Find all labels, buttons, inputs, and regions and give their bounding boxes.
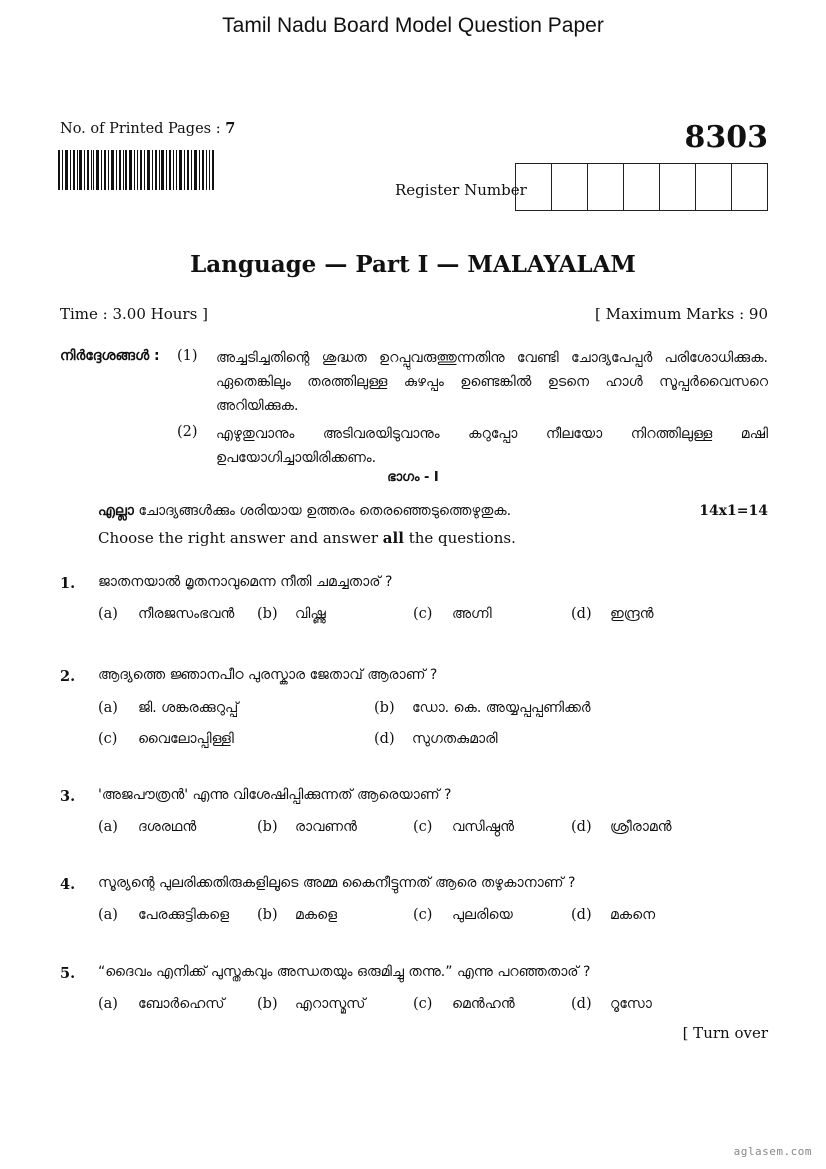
option-label: (a)	[98, 907, 118, 923]
section-instruction-ml	[98, 503, 511, 519]
question-text: 'അജപൗത്രൻ' എന്നു വിശേഷിപ്പിക്കുന്നത് ആരെയാണ് ?	[98, 787, 452, 803]
question-number: 2.	[60, 668, 76, 685]
printed-pages	[60, 120, 235, 137]
option-label: (b)	[257, 996, 278, 1012]
question-text: ജാതനയാൽ മൃതനാവുമെന്ന നീതി ചമച്ചതാര് ?	[98, 574, 393, 590]
option-text: പുലരിയെ	[452, 907, 513, 923]
option-text: സുഗതകുമാരി	[412, 731, 498, 747]
option-text: എറാസ്മസ്	[295, 996, 366, 1012]
option-text: വസിഷ്ഠൻ	[452, 819, 515, 835]
option-label: (d)	[571, 907, 592, 923]
section-instruction-en-pre: Choose the right answer and answer	[98, 529, 383, 547]
option-text: ശ്രീരാമൻ	[610, 819, 672, 835]
section-instruction-ml-bold: എല്ലാ	[98, 503, 134, 519]
option-text: ഡോ. കെ. അയ്യപ്പപ്പണിക്കർ	[412, 700, 591, 716]
option-text: മെൻഹൻ	[452, 996, 515, 1012]
option-label: (c)	[413, 996, 433, 1012]
section-title: ഭാഗം - I	[387, 470, 439, 485]
option-label: (d)	[571, 819, 592, 835]
paper-code: 8303	[684, 120, 768, 155]
question-number: 5.	[60, 965, 76, 982]
section-instruction-en	[98, 529, 516, 547]
option-text: മകനെ	[610, 907, 656, 923]
instructions-label: നിർദ്ദേശങ്ങൾ :	[60, 348, 160, 364]
site-watermark: aglasem.com	[733, 1145, 812, 1158]
question-number: 3.	[60, 788, 76, 805]
turn-over-note: [ Turn over	[682, 1024, 768, 1042]
option-text: പേരക്കുട്ടികളെ	[138, 907, 230, 923]
option-text: വിഷ്ണു	[295, 606, 326, 622]
max-marks: [ Maximum Marks : 90	[595, 305, 768, 323]
option-label: (d)	[374, 731, 395, 747]
option-label: (c)	[413, 606, 433, 622]
option-label: (a)	[98, 700, 118, 716]
printed-pages-label: No. of Printed Pages :	[60, 121, 221, 137]
option-text: നീരജസംഭവൻ	[138, 606, 235, 622]
option-text: ദശരഥൻ	[138, 819, 197, 835]
register-digit-box[interactable]	[516, 164, 552, 210]
option-label: (d)	[571, 996, 592, 1012]
section-score: 14x1=14	[699, 503, 768, 519]
instruction-number: (2)	[177, 424, 198, 440]
option-text: ബോർഹെസ്	[138, 996, 225, 1012]
instruction-text: എഴുതുവാനും അടിവരയിടുവാനും കറുപ്പോ നീലയോ നിറത്തിലുള്ള മഷി ഉപയോഗിച്ചായിരിക്കണം.	[216, 426, 768, 466]
option-label: (a)	[98, 819, 118, 835]
question-number: 4.	[60, 876, 76, 893]
option-label: (a)	[98, 996, 118, 1012]
printed-pages-value: 7	[225, 120, 236, 137]
instruction-number: (1)	[177, 348, 198, 364]
option-text: അഗ്നി	[452, 606, 492, 622]
option-text: മകളെ	[295, 907, 338, 923]
page-banner: Tamil Nadu Board Model Question Paper	[222, 14, 604, 37]
option-label: (b)	[257, 606, 278, 622]
option-label: (c)	[98, 731, 118, 747]
barcode-image	[58, 150, 214, 190]
section-instruction-en-bold: all	[382, 529, 404, 547]
option-label: (c)	[413, 907, 433, 923]
section-instruction-ml-rest: ചോദ്യങ്ങൾക്കും ശരിയായ ഉത്തരം തെരഞ്ഞെടുത്തെഴുതുക.	[133, 503, 512, 519]
question-text: സൂര്യന്റെ പുലരിക്കതിരുകളിലൂടെ അമ്മ കൈനീട്ടുന്നത് ആരെ തഴുകാനാണ് ?	[98, 875, 576, 891]
register-digit-box[interactable]	[552, 164, 588, 210]
option-label: (b)	[257, 819, 278, 835]
section-instruction-en-post: the questions.	[403, 529, 516, 547]
register-digit-box[interactable]	[732, 164, 767, 210]
option-label: (c)	[413, 819, 433, 835]
option-label: (d)	[571, 606, 592, 622]
option-label: (b)	[374, 700, 395, 716]
option-text: റൂസോ	[610, 996, 652, 1012]
subject-title: Language — Part I — MALAYALAM	[190, 251, 636, 278]
option-label: (b)	[257, 907, 278, 923]
instruction-text: അച്ചടിച്ചതിന്റെ ശുദ്ധത ഉറപ്പുവരുത്തുന്നതിനു വേണ്ടി ചോദ്യപേപ്പർ പരിശോധിക്കുക. ഏതെങ്കിലും തരത്തിലുള്ള കുഴപ്പം ഉണ്ടെങ്കിൽ ഉടനെ ഹാൾ സൂപ്പർവൈസറെ അറിയിക്കുക.	[216, 350, 768, 414]
register-number-boxes[interactable]	[515, 163, 768, 211]
register-number-label: Register Number	[395, 181, 527, 199]
register-digit-box[interactable]	[696, 164, 732, 210]
option-text: ഇന്ദ്രൻ	[610, 606, 654, 622]
question-text: “ദൈവം എനിക്ക് പുസ്തകവും അന്ധതയും ഒരുമിച്ചു തന്നു.” എന്നു പറഞ്ഞതാര് ?	[98, 964, 591, 980]
question-number: 1.	[60, 575, 76, 592]
option-text: വൈലോപ്പിള്ളി	[138, 731, 234, 747]
register-digit-box[interactable]	[660, 164, 696, 210]
register-digit-box[interactable]	[588, 164, 624, 210]
exam-time: Time : 3.00 Hours ]	[60, 305, 208, 323]
option-text: ജി. ശങ്കരക്കുറുപ്പ്	[138, 700, 239, 716]
option-text: രാവണൻ	[295, 819, 357, 835]
option-label: (a)	[98, 606, 118, 622]
question-text: ആദ്യത്തെ ജ്ഞാനപീഠ പുരസ്കാര ജേതാവ് ആരാണ് ?	[98, 667, 438, 683]
register-digit-box[interactable]	[624, 164, 660, 210]
